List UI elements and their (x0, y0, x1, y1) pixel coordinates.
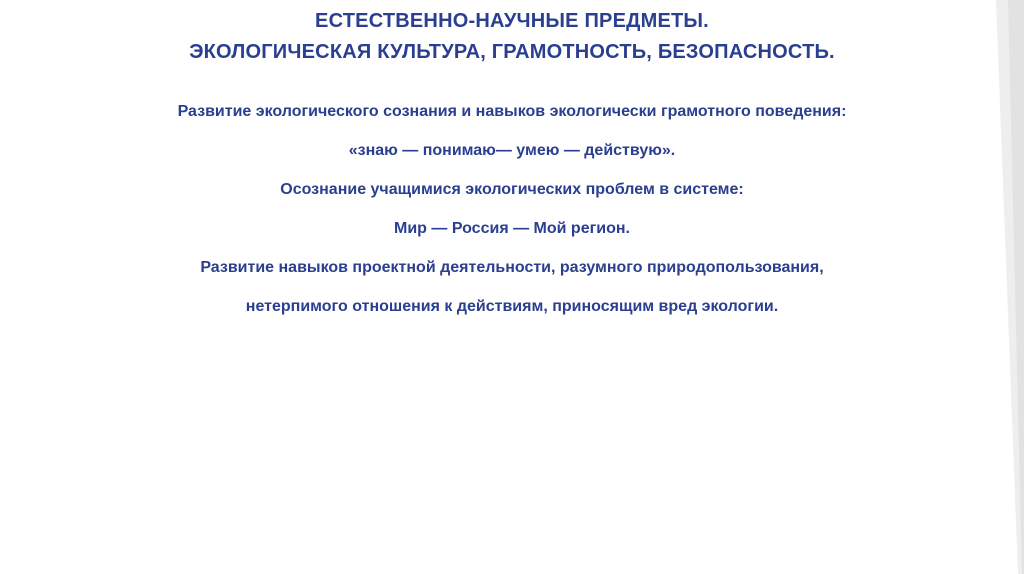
body-line-1: Развитие экологического сознания и навыков экологически грамотного поведения: (177, 103, 847, 120)
title-line-1: ЕСТЕСТВЕННО-НАУЧНЫЕ ПРЕДМЕТЫ. (315, 10, 709, 32)
body-line-4: Мир — Россия — Мой регион. (394, 220, 630, 237)
body-line-5: Развитие навыков проектной деятельности, разумного природопользования, (200, 259, 824, 276)
title-line-2: ЭКОЛОГИЧЕСКАЯ КУЛЬТУРА, ГРАМОТНОСТЬ, БЕЗОПАСНОСТЬ. (189, 41, 835, 63)
corner-decoration (984, 0, 1024, 574)
body-line-6: нетерпимого отношения к действиям, приносящим вред экологии. (245, 298, 779, 315)
slide-title (0, 6, 1024, 68)
body-line-2: «знаю — понимаю— умею — действую». (348, 142, 676, 159)
body-line-3: Осознание учащимися экологических проблем в системе: (280, 181, 744, 198)
